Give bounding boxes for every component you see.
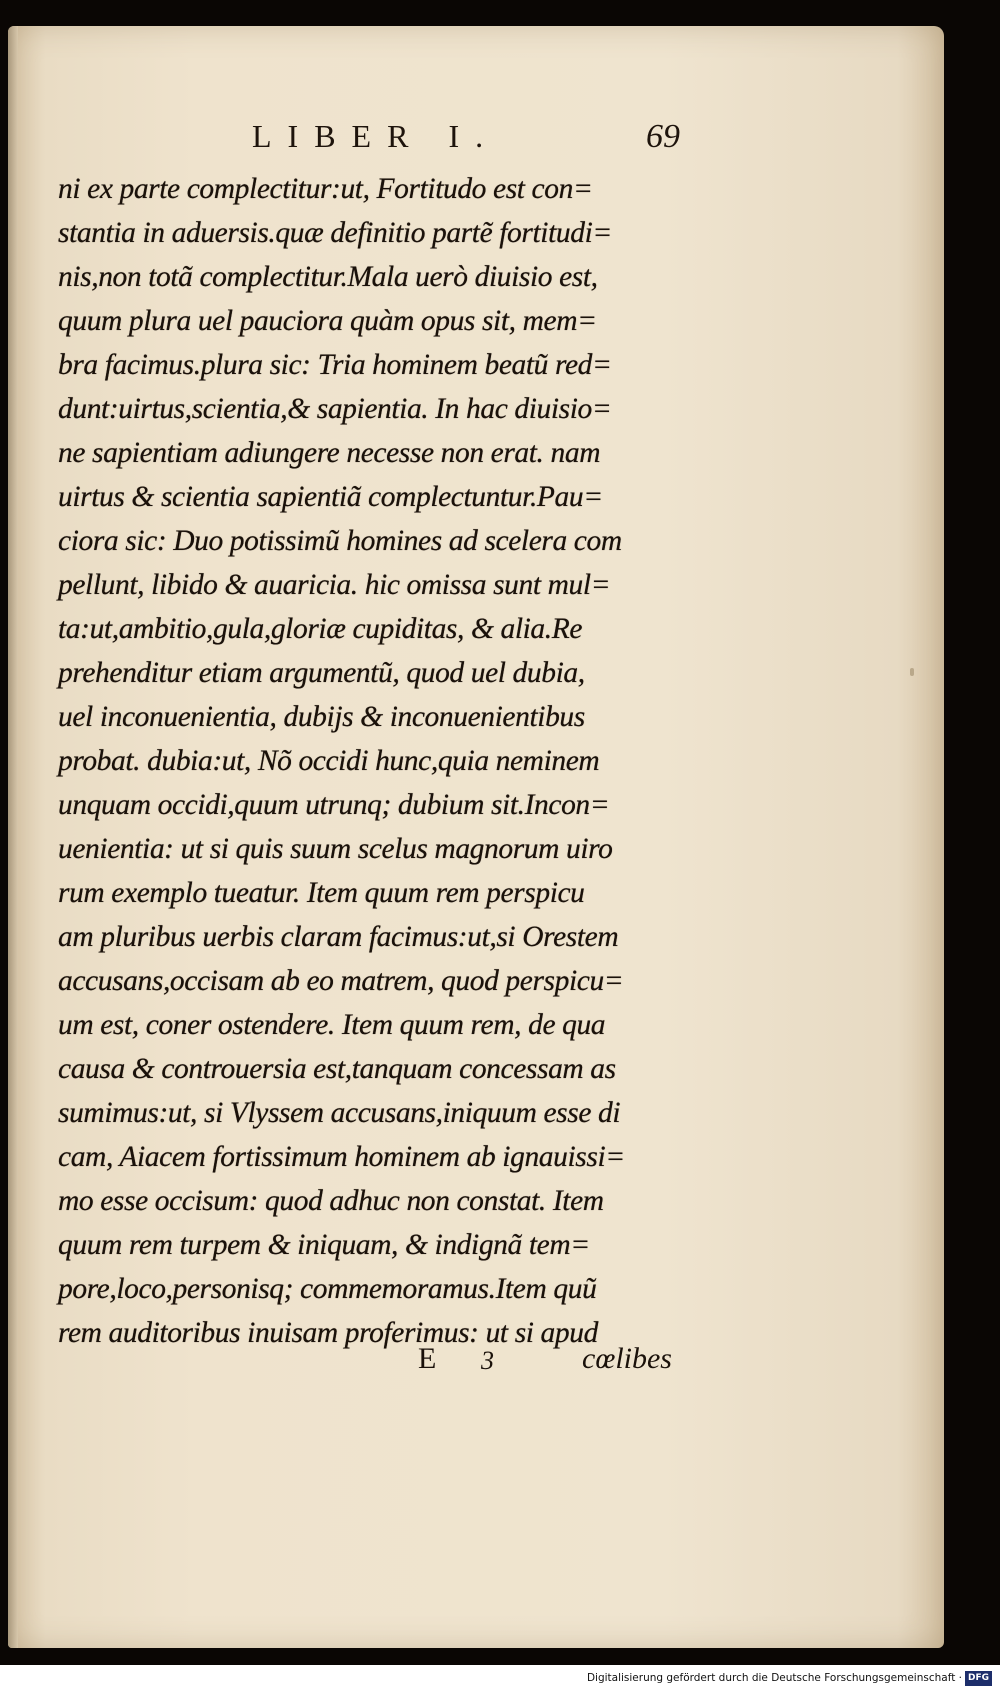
text-line: quum rem turpem & iniquam, & indignã tem= [58, 1229, 590, 1261]
page-binding-edge [8, 26, 18, 1648]
text-line: dunt:uirtus,scientia,& sapientia. In hac diuisio= [58, 393, 612, 425]
signature-number: 3 [481, 1346, 494, 1375]
signature-line [0, 1342, 1000, 1386]
text-line: quum plura uel pauciora quàm opus sit, mem= [58, 305, 597, 337]
text-line: um est, coner ostendere. Item quum rem, de qua [58, 1009, 606, 1041]
text-line: ta:ut,ambitio,gula,gloriæ cupiditas, & alia.Re [58, 613, 583, 645]
text-line: ne sapientiam adiungere necesse non erat. nam [58, 437, 601, 469]
text-line: causa & controuersia est,tanquam concessam as [58, 1053, 616, 1085]
signature-mark: E [418, 1342, 437, 1375]
text-line: cam, Aiacem fortissimum hominem ab ignauissi= [58, 1141, 625, 1173]
text-line: unquam occidi,quum utrunq; dubium sit.Incon= [58, 789, 610, 821]
text-line: prehenditur etiam argumentũ, quod uel dubia, [58, 657, 585, 689]
running-head [0, 118, 1000, 158]
text-line: uirtus & scientia sapientiã complectuntur.Pau= [58, 481, 603, 513]
text-line: stantia in aduersis.quæ definitio partẽ fortitudi= [58, 217, 612, 249]
text-line: am pluribus uerbis claram facimus:ut,si Orestem [58, 921, 619, 953]
text-line: bra facimus.plura sic: Tria hominem beatũ red= [58, 349, 612, 381]
running-title: LIBER I. [252, 118, 500, 154]
dfg-logo: DFG [965, 1671, 992, 1686]
text-line: nis,non totã complectitur.Mala uerò diuisio est, [58, 261, 598, 293]
paper-stain [910, 668, 914, 676]
text-line: uel inconuenientia, dubijs & inconuenientibus [58, 701, 585, 733]
text-line: ciora sic: Duo potissimũ homines ad scelera com [58, 525, 622, 557]
text-line: rum exemplo tueatur. Item quum rem perspicu [58, 877, 585, 909]
text-line: pellunt, libido & auaricia. hic omissa sunt mul= [58, 569, 611, 601]
text-line: probat. dubia:ut, Nõ occidi hunc,quia neminem [58, 745, 600, 777]
text-line: mo esse occisum: quod adhuc non constat. Item [58, 1185, 604, 1217]
text-line: sumimus:ut, si Vlyssem accusans,iniquum esse di [58, 1097, 621, 1129]
page-number: 69 [646, 118, 680, 155]
footer-bar [0, 1665, 1000, 1694]
text-line: ni ex parte complectitur:ut, Fortitudo est con= [58, 173, 593, 205]
text-line: pore,loco,personisq; commemoramus.Item quũ [58, 1273, 597, 1305]
funding-credit: Digitalisierung gefördert durch die Deutsche Forschungsgemeinschaft · [586, 1672, 962, 1684]
text-line: rem auditoribus inuisam proferimus: ut si apud [58, 1317, 598, 1349]
body-text [58, 167, 698, 1355]
text-line: accusans,occisam ab eo matrem, quod perspicu= [58, 965, 624, 997]
text-line: uenientia: ut si quis suum scelus magnorum uiro [58, 833, 613, 865]
catchword: cœlibes [582, 1342, 672, 1375]
